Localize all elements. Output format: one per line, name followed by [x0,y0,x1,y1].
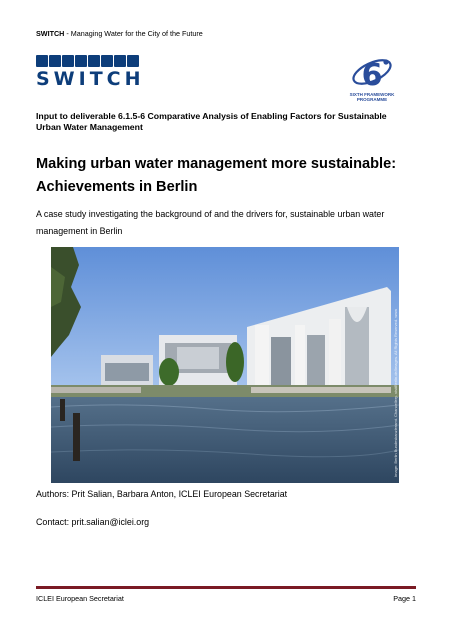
house-icon [114,55,126,67]
switch-logo [36,55,144,89]
title-line1: Making urban water management more sustainable: [36,156,397,172]
running-header [36,29,203,38]
page-number: Page 1 [393,594,416,603]
header-brand: SWITCH [36,29,65,38]
fp6-label-line1: SIXTH FRAMEWORK [349,92,395,97]
contact-line: Contact: prit.salian@iclei.org [36,517,150,527]
photo-credit: Image: Berlin Bundeskanzleramt. Chancellery. visitBerlin.de/Images. All Rights Reserved. www [393,309,398,477]
header-tagline: - Managing Water for the City of the Future [64,29,203,38]
title-line2: Achievements in Berlin [36,179,198,195]
plant-icon [62,55,74,67]
tree-icon [101,55,113,67]
authors-line: Authors: Prit Salian, Barbara Anton, ICLEI European Secretariat [36,489,288,499]
fish-icon [49,55,61,67]
deliverable-intro: Input to deliverable 6.1.5-6 Comparative Analysis of Enabling Factors for Sustainable Urban Water Management [36,111,387,132]
footer-organization: ICLEI European Secretariat [36,594,124,603]
fp6-numeral: 6 [361,58,383,93]
berlin-chancellery-photo [51,247,399,483]
tower-icon [88,55,100,67]
fp6-label [344,92,400,102]
logo-icon-strip [36,55,144,68]
photo-illustration [51,247,399,483]
fp6-label-line2: PROGRAMME [356,97,388,102]
document-title [36,153,416,199]
footer-rule [36,586,416,589]
wave-icon [127,55,139,67]
people-icon [75,55,87,67]
document-subtitle: A case study investigating the background of and the drivers for, sustainable urban water management in Berlin [36,209,385,236]
water-icon [36,55,48,67]
logo-wordmark: SWITCH [36,68,145,90]
